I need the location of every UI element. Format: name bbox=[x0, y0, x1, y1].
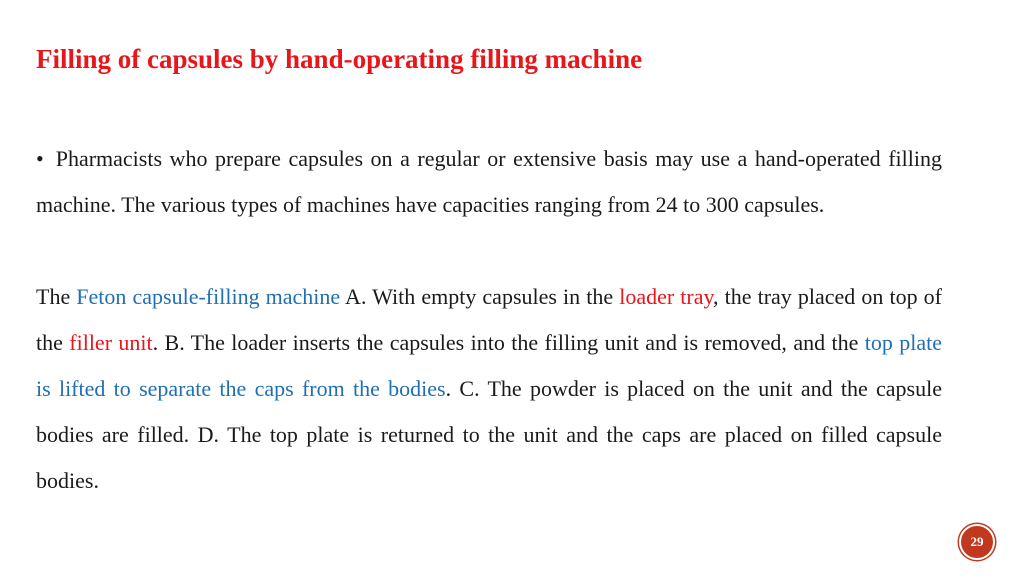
p2-text-5: . C. The powder is placed on the unit and the capsule bodies are filled. D. The top plate is returned to the unit and the caps are placed on filled capsule bodies. bbox=[36, 376, 942, 493]
p2-text-3: , the tray placed on top of the bbox=[36, 284, 943, 355]
highlight-filler-unit: filler unit bbox=[69, 330, 153, 355]
slide-body bbox=[36, 136, 942, 504]
p2-text-1: The bbox=[36, 284, 77, 309]
feton-paragraph bbox=[36, 274, 942, 504]
paragraph-1-text: Pharmacists who prepare capsules on a regular or extensive basis may use a hand-operated filling machine. The various types of machines have capacities ranging from 24 to 300 capsules. bbox=[36, 146, 942, 217]
highlight-loader-tray: loader tray bbox=[619, 284, 714, 309]
highlight-top-plate: top plate is lifted to separate the caps from the bodies bbox=[36, 330, 942, 401]
slide-title: Filling of capsules by hand-operating filling machine bbox=[36, 44, 643, 74]
page-number-badge bbox=[959, 524, 995, 560]
p2-text-4: . B. The loader inserts the capsules into the filling unit and is removed, and the bbox=[152, 330, 865, 355]
highlight-feton-machine: Feton capsule-filling machine bbox=[76, 284, 341, 309]
bullet-paragraph bbox=[36, 136, 942, 228]
p2-text-2: A. With empty capsules in the bbox=[340, 284, 620, 309]
bullet-icon: • bbox=[36, 146, 44, 171]
page-number: 29 bbox=[970, 534, 984, 549]
